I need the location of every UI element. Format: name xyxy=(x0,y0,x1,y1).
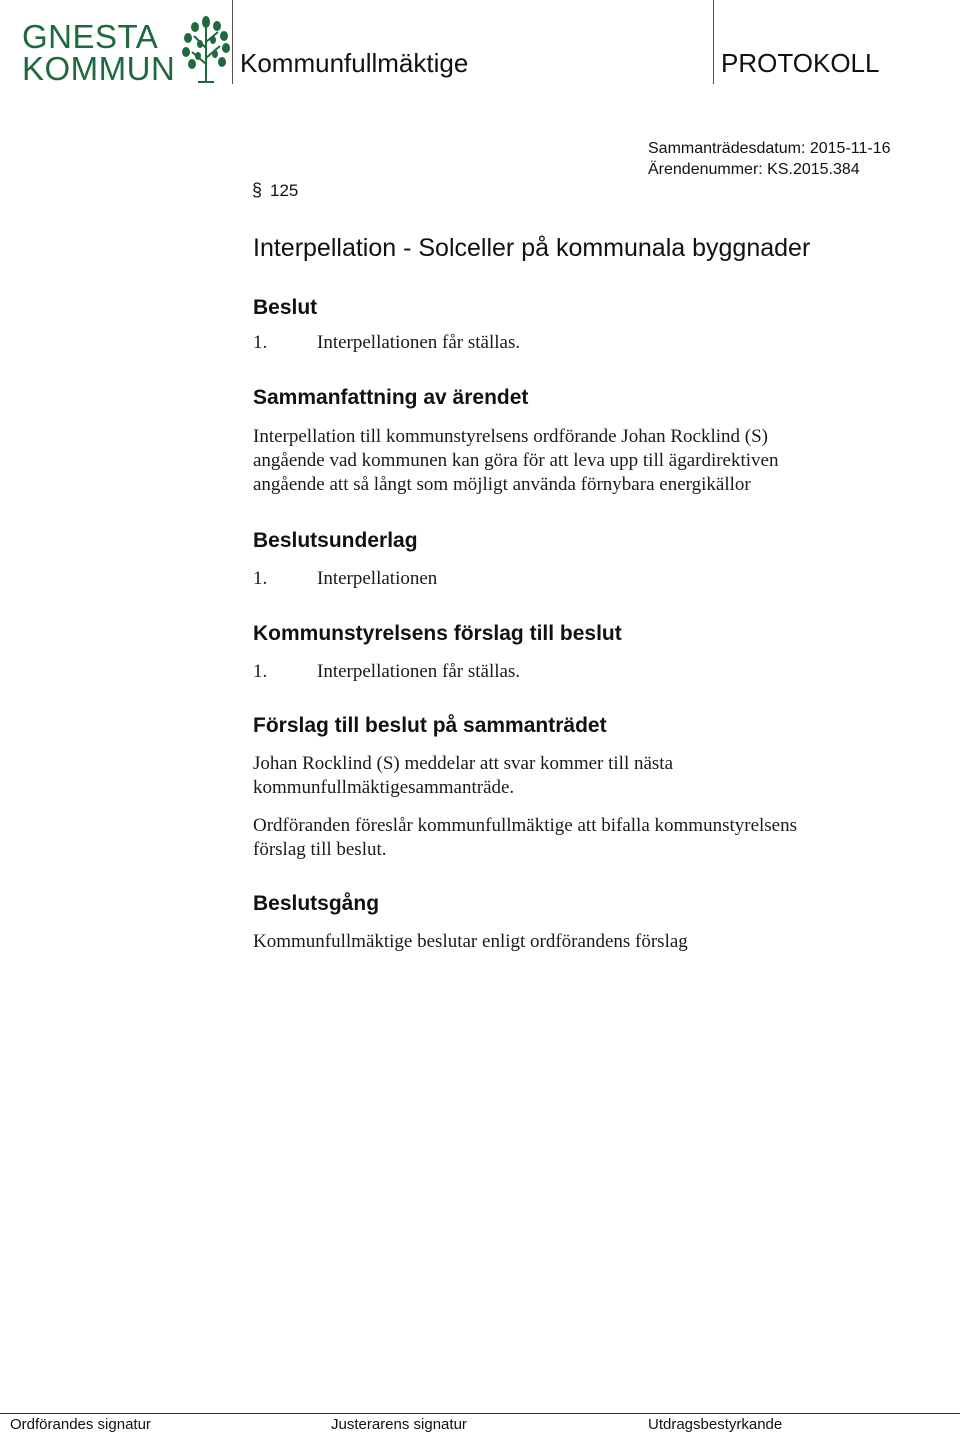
list-text: Interpellationen xyxy=(317,568,438,589)
list-text: Interpellationen får ställas. xyxy=(317,661,521,682)
text-line: kommunfullmäktigesammanträde. xyxy=(253,777,515,798)
section-symbol: § xyxy=(252,180,263,200)
summary-paragraph xyxy=(253,425,893,497)
logo-line-2: KOMMUN xyxy=(22,50,176,87)
text-line: Ordföranden föreslår kommunfullmäktige att bifalla kommunstyrelsens xyxy=(253,815,797,836)
gnesta-kommun-logo xyxy=(22,14,234,87)
heading-beslutsgang: Beslutsgång xyxy=(253,892,380,915)
text-line: Interpellation till kommunstyrelsens ordförande Johan Rocklind (S) xyxy=(253,426,769,447)
underlag-item xyxy=(253,567,893,591)
page-title: Interpellation - Solceller på kommunala byggnader xyxy=(253,234,811,262)
forslag-paragraph-2 xyxy=(253,814,893,862)
body-name: Kommunfullmäktige xyxy=(240,48,469,78)
meeting-date: Sammanträdesdatum: 2015-11-16 xyxy=(648,140,891,157)
list-number: 1. xyxy=(253,568,268,589)
chair-signature-label: Ordförandes signatur xyxy=(10,1416,151,1433)
header-divider xyxy=(713,0,714,84)
heading-forslag-sammantradet: Förslag till beslut på sammanträdet xyxy=(253,714,607,737)
adjuster-signature-label: Justerarens signatur xyxy=(331,1416,467,1433)
text-line: Johan Rocklind (S) meddelar att svar kommer till nästa xyxy=(253,753,674,774)
text-line: förslag till beslut. xyxy=(253,839,387,860)
list-text: Interpellationen får ställas. xyxy=(317,332,521,353)
beslut-item xyxy=(253,331,893,355)
doc-type: PROTOKOLL xyxy=(721,48,880,78)
section-number: 125 xyxy=(270,181,299,200)
header-divider xyxy=(232,0,233,84)
logo-line-1: GNESTA xyxy=(22,18,159,55)
heading-beslut: Beslut xyxy=(253,296,318,319)
heading-ks-forslag: Kommunstyrelsens förslag till beslut xyxy=(253,622,622,645)
forslag-paragraph-1 xyxy=(253,752,893,800)
beslutsgang-text: Kommunfullmäktige beslutar enligt ordförandens förslag xyxy=(253,931,688,952)
ks-forslag-item xyxy=(253,660,893,684)
case-number: Ärendenummer: KS.2015.384 xyxy=(648,161,860,178)
list-number: 1. xyxy=(253,661,268,682)
heading-beslutsunderlag: Beslutsunderlag xyxy=(253,529,418,552)
certification-label: Utdragsbestyrkande xyxy=(648,1416,783,1433)
tree-icon xyxy=(178,14,234,84)
heading-sammanfattning: Sammanfattning av ärendet xyxy=(253,386,529,409)
text-line: angående vad kommunen kan göra för att leva upp till ägardirektiven xyxy=(253,450,779,471)
list-number: 1. xyxy=(253,332,268,353)
text-line: angående att så långt som möjligt använda förnybara energikällor xyxy=(253,474,751,495)
footer-divider xyxy=(0,1413,960,1414)
